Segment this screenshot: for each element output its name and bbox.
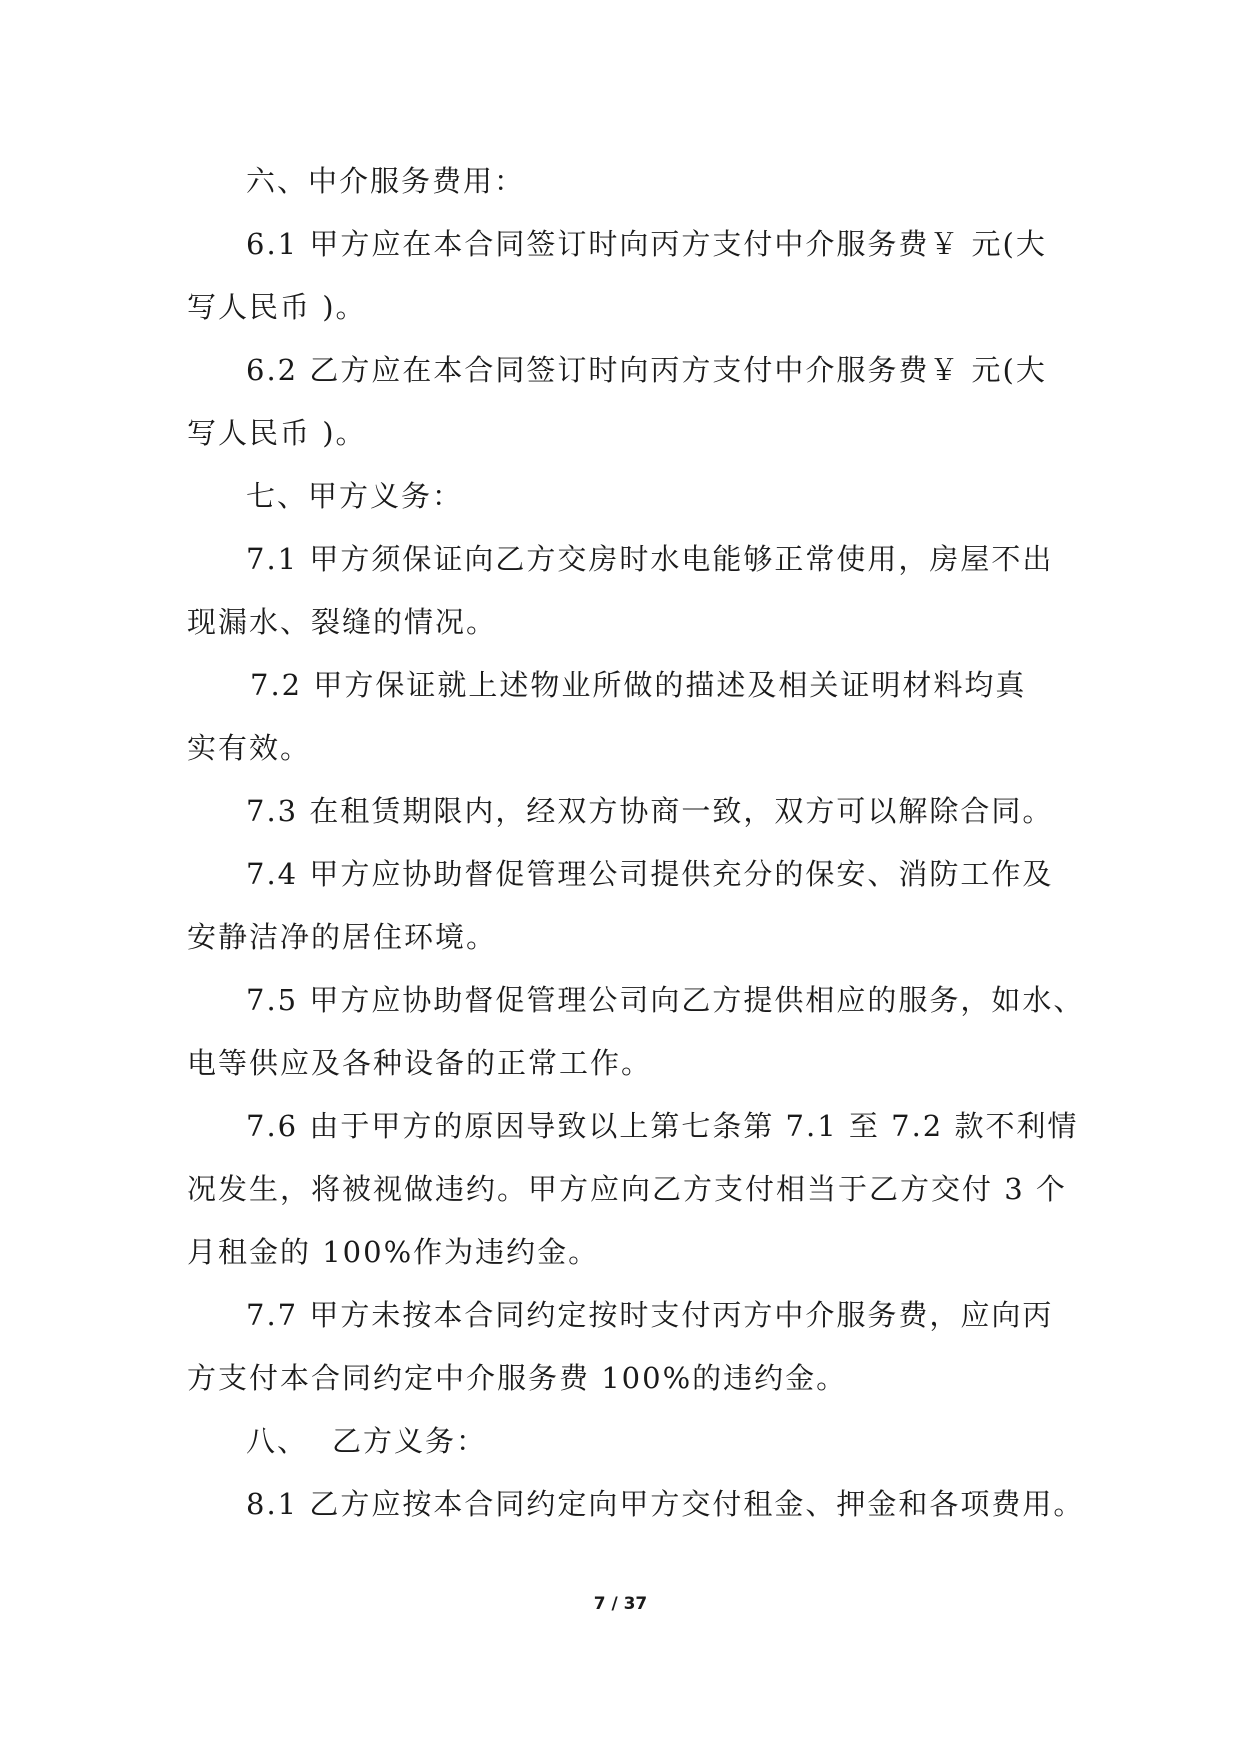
section-heading-8-title: 乙方义务：	[332, 1424, 488, 1458]
clause-6-2-line-2: 写人民币 )。	[187, 416, 367, 450]
clause-7-2	[187, 654, 1047, 780]
clause-6-1	[187, 213, 1047, 339]
clause-7-6-line-1: 7.6 由于甲方的原因导致以上第七条第 7.1 至 7.2 款不利情	[246, 1109, 1079, 1143]
clause-7-7-line-2: 方支付本合同约定中介服务费 100%的违约金。	[187, 1361, 848, 1395]
clause-7-4-line-2: 安静洁净的居住环境。	[187, 920, 498, 954]
clause-6-1-line-1: 6.1 甲方应在本合同签订时向丙方支付中介服务费￥ 元(大	[246, 227, 1047, 261]
section-heading-7: 七、甲方义务：	[246, 479, 464, 513]
clause-7-1-line-1: 7.1 甲方须保证向乙方交房时水电能够正常使用，房屋不出	[246, 542, 1054, 576]
clause-7-3-line-1: 7.3 在租赁期限内，经双方协商一致，双方可以解除合同。	[246, 794, 1054, 828]
clause-7-7	[187, 1284, 1054, 1410]
clause-6-1-line-2: 写人民币 )。	[187, 290, 367, 324]
clause-7-5-line-2: 电等供应及各种设备的正常工作。	[187, 1046, 653, 1080]
clause-7-1	[187, 528, 1054, 654]
section-heading-8	[187, 1410, 1047, 1473]
clause-6-2	[187, 339, 1047, 465]
clause-7-3	[187, 780, 1054, 843]
clause-7-6	[187, 1095, 1079, 1284]
document-body	[187, 150, 1085, 1536]
clause-7-6-line-2: 况发生，将被视做违约。甲方应向乙方支付相当于乙方交付 3 个	[187, 1172, 1067, 1206]
clause-7-2-line-2: 实有效。	[187, 731, 312, 765]
clause-7-2-line-1: 7.2 甲方保证就上述物业所做的描述及相关证明材料均真	[250, 668, 1027, 702]
clause-7-5-line-1: 7.5 甲方应协助督促管理公司向乙方提供相应的服务，如水、	[246, 983, 1085, 1017]
section-heading-6: 六、中介服务费用：	[246, 164, 526, 198]
page-number: 7 / 37	[593, 1594, 648, 1614]
clause-8-1-line-1: 8.1 乙方应按本合同约定向甲方交付租金、押金和各项费用。	[246, 1487, 1085, 1521]
clause-7-6-line-3: 月租金的 100%作为违约金。	[187, 1235, 600, 1269]
section-heading-8-number: 八、	[246, 1424, 309, 1458]
clause-8-1	[187, 1473, 1085, 1536]
clause-7-1-line-2: 现漏水、裂缝的情况。	[187, 605, 498, 639]
clause-7-4	[187, 843, 1054, 969]
clause-7-4-line-1: 7.4 甲方应协助督促管理公司提供充分的保安、消防工作及	[246, 857, 1054, 891]
clause-7-5	[187, 969, 1085, 1095]
clause-6-2-line-1: 6.2 乙方应在本合同签订时向丙方支付中介服务费￥ 元(大	[246, 353, 1047, 387]
clause-7-7-line-1: 7.7 甲方未按本合同约定按时支付丙方中介服务费，应向丙	[246, 1298, 1054, 1332]
